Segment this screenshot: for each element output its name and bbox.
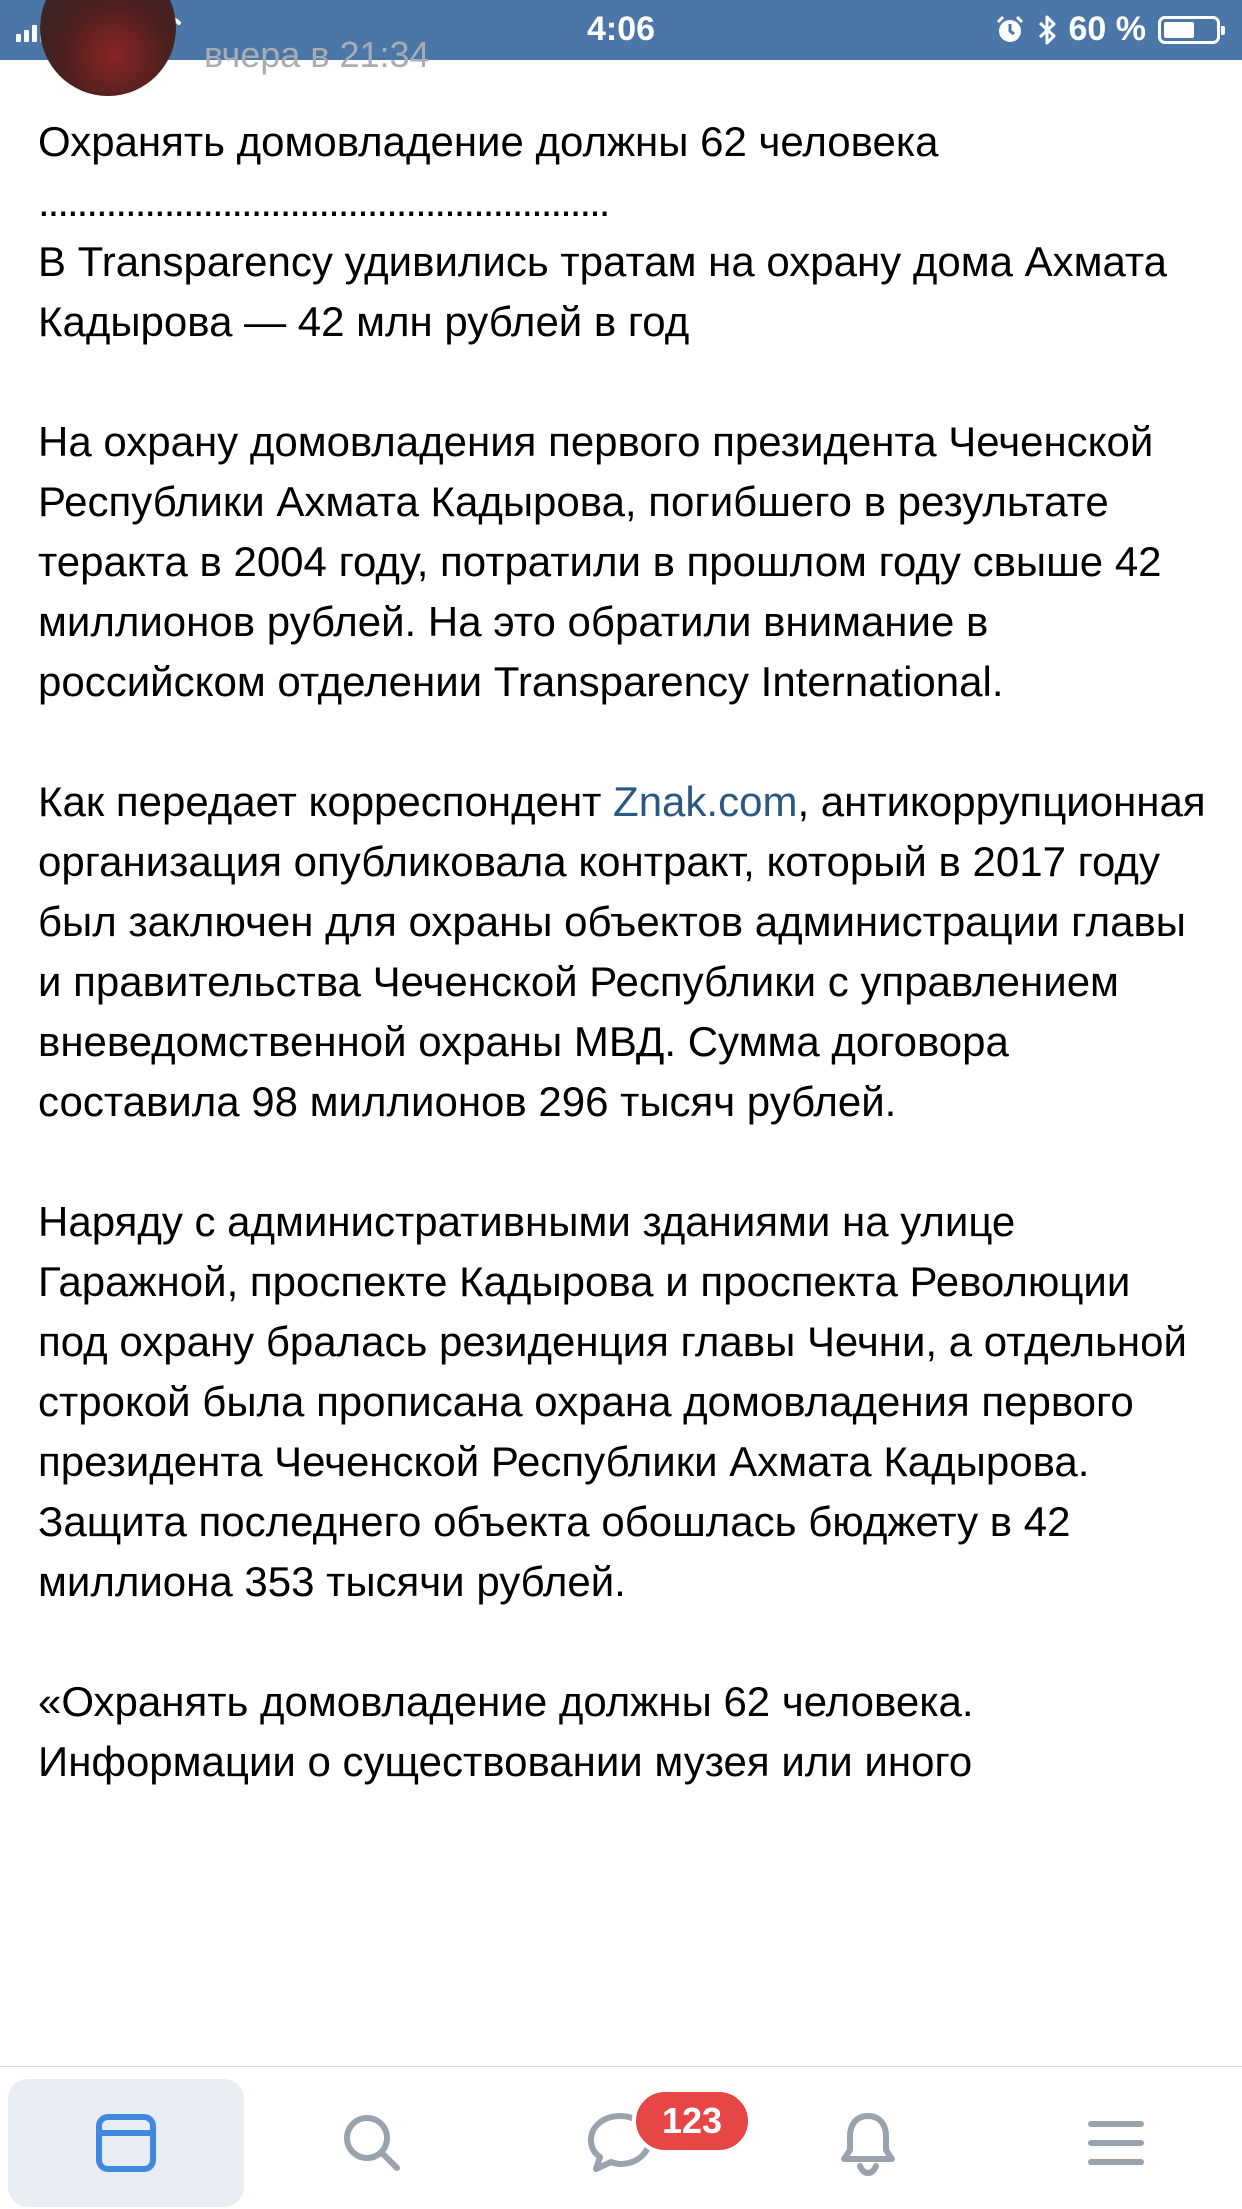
article-paragraph-3: Наряду с административными зданиями на улице Гаражной, проспекте Кадырова и проспекта Революции под охрану бралась резиденция главы Чечни, а отдельной строкой была прописана охрана домовладения первого президента Чеченской Республики Ахмата Кадырова. Защита последнего объекта обошлась бюджету в 42 миллиона 353 тысячи рублей. [38,1198,1187,1605]
post-date: вчера в 21:34 [204,34,430,75]
status-time: 4:06 [586,10,656,48]
article-paragraph-4: «Охранять домовладение должны 62 человека. Информации о существовании музея или иного [38,1678,974,1785]
tab-search[interactable] [254,2079,490,2207]
bluetooth-icon [1037,14,1057,46]
battery-percent: 60 % [1068,10,1146,48]
messages-badge: 123 [632,2088,752,2154]
status-bar [0,0,1242,60]
article-separator: ........................................................... [38,178,609,225]
znak-link[interactable]: Znak.com [613,778,798,825]
battery-icon [1158,16,1220,44]
tab-notifications[interactable] [750,2079,986,2207]
post-text [38,112,1208,1792]
search-icon [335,2106,409,2180]
alarm-icon [995,15,1025,45]
news-icon [89,2106,163,2180]
tab-news[interactable] [8,2079,244,2207]
paragraph-text: Как передает корреспондент [38,778,614,825]
paragraph-text: , антикоррупционная организация опубликовала контракт, который в 2017 году был заключен для охраны объектов администрации главы и правительства Чеченской Республики с управлением вневедомственной охраны МВД. Сумма договора составила 98 миллионов 296 тысяч рублей. [38,778,1206,1125]
article-subheadline: В Transparency удивились тратам на охрану дома Ахмата Кадырова — 42 млн рублей в год [38,238,1168,345]
menu-icon [1079,2106,1153,2180]
article-headline: Охранять домовладение должны 62 человека [38,118,939,165]
article-paragraph-2 [38,772,1208,1132]
bottom-tab-bar [0,2066,1242,2209]
status-right [995,10,1221,49]
bell-icon [831,2106,905,2180]
article-paragraph-1: На охрану домовладения первого президента Чеченской Республики Ахмата Кадырова, погибшего в результате теракта в 2004 году, потратили в прошлом году свыше 42 миллионов рублей. На это обратили внимание в российском отделении Transparency International. [38,418,1162,705]
author-avatar[interactable] [40,0,176,96]
tab-menu[interactable] [998,2079,1234,2207]
